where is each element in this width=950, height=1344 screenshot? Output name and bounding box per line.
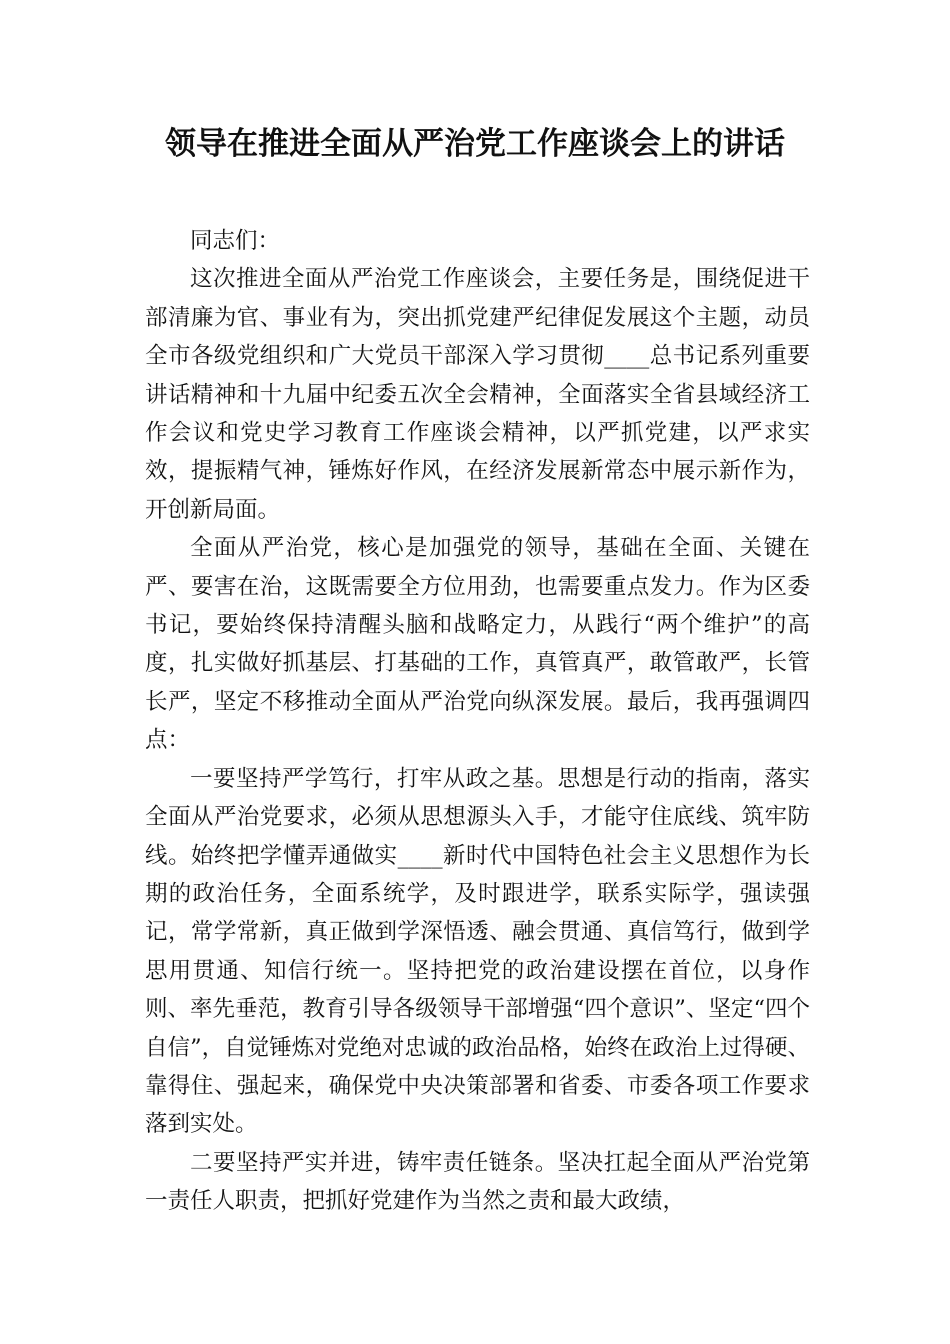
paragraph-core: 全面从严治党，核心是加强党的领导，基础在全面、关键在严、要害在治，这既需要全方位用劲，也需要重点发力。作为区委书记，要始终保持清醒头脑和战略定力，从践行“两个维护”的高度，扎实做好抓基层、打基础的工作，真管真严，敢管敢严，长管长严，坚定不移推动全面从严治党向纵深发展。最后，我再强调四点： <box>145 535 810 754</box>
paragraph-point-one: 一要坚持严学笃行，打牢从政之基。思想是行动的指南，落实全面从严治党要求，必须从思想源头入手，才能守住底线、筑牢防线。始终把学懂弄通做实____新时代中国特色社会主义思想作为长期的政治任务，全面系统学，及时跟进学，联系实际学，强读强记，常学常新，真正做到学深悟透、融会贯通、真信笃行，做到学思用贯通、知信行统一。坚持把党的政治建设摆在首位，以身作则、率先垂范，教育引导各级领导干部增强“四个意识”、坚定“四个自信”，自觉锤炼对党绝对忠诚的政治品格，始终在政治上过得硬、靠得住、强起来，确保党中央决策部署和省委、市委各项工作要求落到实处。 <box>145 765 810 1138</box>
salutation: 同志们： <box>190 228 281 254</box>
paragraph-point-two: 二要坚持严实并进，铸牢责任链条。坚决扛起全面从严治党第一责任人职责，把抓好党建作为当然之责和最大政绩， <box>145 1149 810 1215</box>
paragraph-intro: 这次推进全面从严治党工作座谈会，主要任务是，围绕促进干部清廉为官、事业有为，突出抓党建严纪律促发展这个主题，动员全市各级党组织和广大党员干部深入学习贯彻____总书记系列重要讲话精神和十九届中纪委五次全会精神，全面落实全省县域经济工作会议和党史学习教育工作座谈会精神，以严抓党建，以严求实效，提振精气神，锤炼好作风，在经济发展新常态中展示新作为，开创新局面。 <box>145 266 810 523</box>
document-title: 领导在推进全面从严治党工作座谈会上的讲话 <box>165 126 785 162</box>
document-body <box>145 222 810 1221</box>
